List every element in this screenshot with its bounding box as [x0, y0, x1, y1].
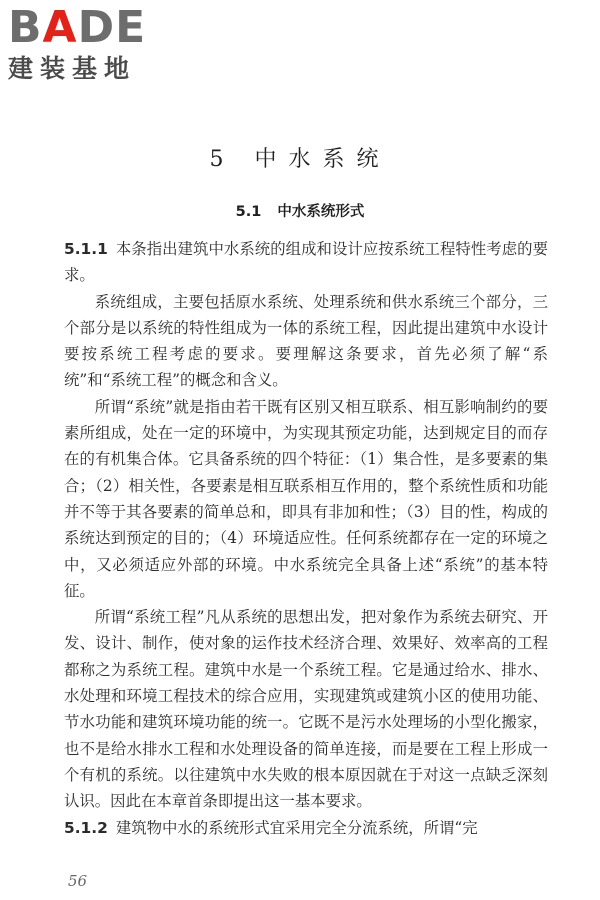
logo-subtitle: 建装基地: [8, 54, 137, 83]
section-number: 5.1: [235, 204, 262, 220]
section-title: [0, 200, 600, 221]
bade-logo: [8, 4, 178, 84]
paragraph-text: 建筑物中水的系统形式宜采用完全分流系统，所谓“完: [115, 818, 478, 837]
paragraph-text: 本条指出建筑中水系统的组成和设计应按系统工程特性考虑的要求。: [64, 240, 548, 285]
chapter-title: 5 中水系统: [209, 147, 391, 172]
body-paragraph: 所谓“系统工程”凡从系统的思想出发，把对象作为系统去研究、开发、设计、制作，使对象的运作技术经济合理、效果好、效率高的工程都称之为系统工程。建筑中水是一个系统工程。它是通过给水、排水、水处理和环境工程技术的综合应用，实现建筑或建筑小区的使用功能、节水功能和建筑环境功能的统一。它既不是污水处理场的小型化搬家，也不是给水排水工程和水处理设备的简单连接，而是要在工程上形成一个有机的系统。以往建筑中水失败的根本原因就在于对这一点缺乏深刻认识。因此在本章首条即提出这一基本要求。: [64, 608, 548, 811]
clause-number: 5.1.1: [64, 240, 108, 258]
clause-paragraph: [64, 236, 548, 289]
logo-wordmark: BADE: [8, 2, 147, 53]
body-paragraph: 所谓“系统”就是指由若干既有区别又相互联系、相互影响制约的要素所组成，处在一定的环境中，为实现其预定功能，达到规定目的而存在的有机集合体。它具备系统的四个特征：（1）集合性，是多要素的集合；（2）相关性，各要素是相互联系相互作用的，整个系统性质和功能并不等于其各要素的简单总和，即具有非加和性；（3）目的性，构成的系统达到预定的目的；（4）环境适应性。任何系统都存在一定的环境之中，又必须适应外部的环境。中水系统完全具备上述“系统”的基本特征。: [64, 397, 548, 600]
clause-paragraph: [64, 815, 548, 841]
page-number: 56: [68, 872, 88, 890]
section-heading: 中水系统形式: [277, 204, 365, 220]
document-body: [64, 236, 548, 841]
body-paragraph: 系统组成，主要包括原水系统、处理系统和供水系统三个部分，三个部分是以系统的特性组成为一体的系统工程，因此提出建筑中水设计要按系统工程考虑的要求。要理解这条要求，首先必须了解“系统”和“系统工程”的概念和含义。: [64, 292, 548, 390]
clause-number: 5.1.2: [64, 818, 108, 837]
